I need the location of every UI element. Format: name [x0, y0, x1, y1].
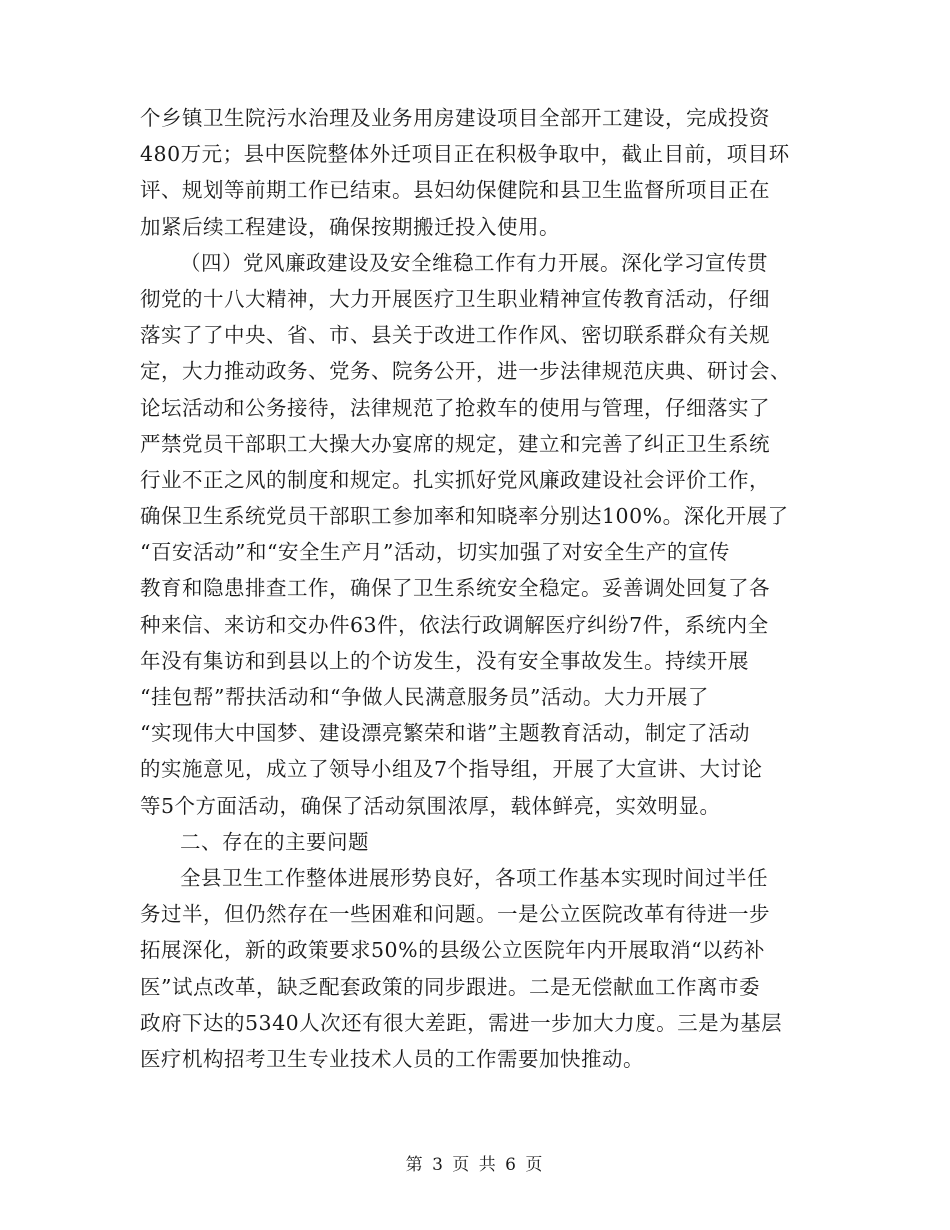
body-line: 政府下达的5340人次还有很大差距，需进一步加大力度。三是为基层 [140, 1010, 783, 1035]
body-line: 论坛活动和公务接待，法律规范了抢救车的使用与管理，仔细落实了 [140, 395, 770, 420]
page-number-footer: 第 3 页 共 6 页 [405, 1155, 545, 1175]
body-line: 的实施意见，成立了领导小组及7个指导组，开展了大宣讲、大讨论 [140, 757, 763, 782]
body-line: 医疗机构招考卫生专业技术人员的工作需要加快推动。 [140, 1046, 644, 1071]
body-line: “挂包帮”帮扶活动和“争做人民满意服务员”活动。大力开展了 [140, 685, 709, 709]
body-line: 确保卫生系统党员干部职工参加率和知晓率分别达100%。深化开展了 [140, 504, 789, 529]
body-line: 严禁党员干部职工大操大办宴席的规定，建立和完善了纠正卫生系统 [140, 431, 770, 456]
body-line: 医”试点改革，缺乏配套政策的同步跟进。二是无偿献血工作离市委 [140, 974, 760, 999]
body-line: 落实了了中央、省、市、县关于改进工作作风、密切联系群众有关规 [140, 323, 770, 348]
section-heading-line: （四）党风廉政建设及安全维稳工作有力开展。深化学习宣传贯 [180, 250, 768, 275]
body-line: 定，大力推动政务、党务、院务公开，进一步法律规范庆典、研讨会、 [140, 359, 791, 384]
body-line: 教育和隐患排查工作，确保了卫生系统安全稳定。妥善调处回复了各 [140, 576, 770, 601]
body-line: 个乡镇卫生院污水治理及业务用房建设项目全部开工建设，完成投资 [140, 106, 770, 130]
body-line: 务过半，但仍然存在一些困难和问题。一是公立医院改革有待进一步 [140, 902, 770, 927]
body-line: 种来信、来访和交办件63件，依法行政调解医疗纠纷7件，系统内全 [140, 612, 769, 637]
body-line: 评、规划等前期工作已结束。县妇幼保健院和县卫生监督所项目正在 [140, 178, 770, 203]
body-line: “百安活动”和“安全生产月”活动，切实加强了对安全生产的宣传 [140, 540, 730, 565]
body-line: “实现伟大中国梦、建设漂亮繁荣和谐”主题教育活动，制定了活动 [140, 721, 750, 746]
document-body [140, 100, 820, 1077]
body-line: 加紧后续工程建设，确保按期搬迁投入使用。 [140, 214, 560, 239]
body-line: 拓展深化，新的政策要求50%的县级公立医院年内开展取消“以药补 [140, 938, 766, 963]
body-line: 彻党的十八大精神，大力开展医疗卫生职业精神宣传教育活动，仔细 [140, 286, 770, 311]
section-heading: 二、存在的主要问题 [180, 829, 369, 854]
body-line: 全县卫生工作整体进展形势良好，各项工作基本实现时间过半任 [180, 865, 768, 890]
body-line: 等5个方面活动，确保了活动氛围浓厚，载体鲜亮，实效明显。 [140, 793, 721, 818]
body-line: 年没有集访和到县以上的个访发生，没有安全事故发生。持续开展 [140, 648, 749, 673]
body-line: 480万元；县中医院整体外迁项目正在积极争取中，截止目前，项目环 [140, 142, 790, 167]
body-line: 行业不正之风的制度和规定。扎实抓好党风廉政建设社会评价工作， [140, 467, 770, 492]
